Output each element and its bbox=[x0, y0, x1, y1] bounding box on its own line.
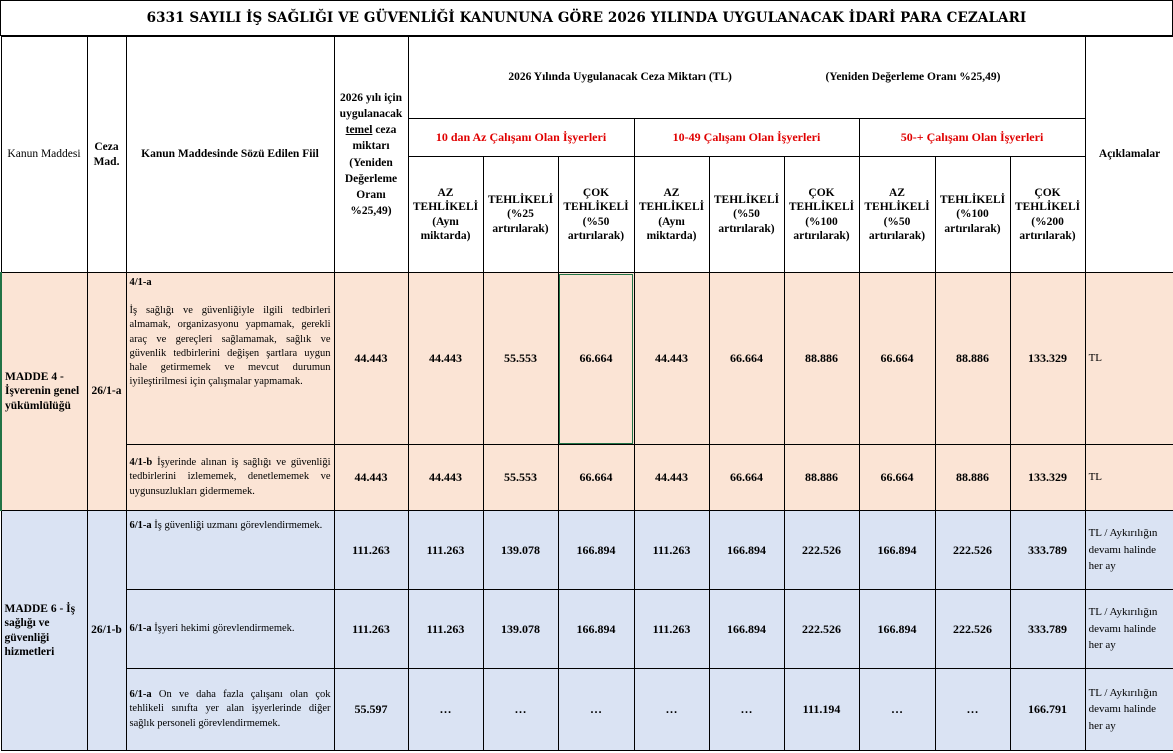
base-penalty[interactable]: 55.597 bbox=[334, 669, 408, 751]
ceza-maddesi-6[interactable]: 26/1-b bbox=[87, 511, 126, 751]
penalty-value[interactable]: 111.263 bbox=[408, 511, 483, 590]
header-ceza-mad[interactable]: Ceza Mad. bbox=[87, 37, 126, 273]
penalty-value[interactable]: 88.886 bbox=[784, 445, 859, 511]
penalty-value[interactable]: 222.526 bbox=[935, 590, 1010, 669]
header-sub-5[interactable]: TEHLİKELİ (%50 artırılarak) bbox=[709, 157, 784, 273]
explanation[interactable]: TL bbox=[1085, 445, 1173, 511]
header-degerleme-label: (Yeniden Değerleme Oranı %25,49) bbox=[825, 71, 1001, 84]
table-row bbox=[1, 273, 1173, 445]
penalty-value[interactable]: 139.078 bbox=[483, 590, 558, 669]
explanation[interactable]: TL / Aykırılığın devamı halinde her ay bbox=[1085, 669, 1173, 751]
header-group-large[interactable]: 50-+ Çalışanı Olan İşyerleri bbox=[859, 119, 1085, 157]
penalty-value[interactable]: 139.078 bbox=[483, 511, 558, 590]
offense-description[interactable] bbox=[126, 590, 334, 669]
offense-text: On ve daha fazla çalışanı olan çok tehlikeli sınıfta yer alan işyerlerinde diğer sağlık personeli görevlendirmemek. bbox=[129, 689, 331, 729]
penalty-value[interactable]: 166.791 bbox=[1010, 669, 1085, 751]
penalty-value[interactable]: … bbox=[634, 669, 709, 751]
penalty-value[interactable]: 133.329 bbox=[1010, 445, 1085, 511]
base-penalty[interactable]: 111.263 bbox=[334, 511, 408, 590]
penalty-value[interactable]: 44.443 bbox=[408, 445, 483, 511]
law-article-4[interactable]: MADDE 4 - İşverenin genel yükümlülüğü bbox=[1, 273, 87, 511]
table-row bbox=[1, 511, 1173, 590]
penalty-value[interactable]: 111.194 bbox=[784, 669, 859, 751]
header-fiil[interactable]: Kanun Maddesinde Sözü Edilen Fiil bbox=[126, 37, 334, 273]
penalty-value[interactable]: 133.329 bbox=[1010, 273, 1085, 445]
explanation[interactable]: TL / Aykırılığın devamı halinde her ay bbox=[1085, 511, 1173, 590]
selected-cell[interactable]: 66.664 bbox=[558, 273, 634, 445]
header-temel-c: temel bbox=[345, 124, 373, 137]
penalty-value[interactable]: 66.664 bbox=[859, 445, 935, 511]
penalty-value[interactable]: … bbox=[859, 669, 935, 751]
penalty-value[interactable]: 333.789 bbox=[1010, 511, 1085, 590]
penalty-value[interactable]: … bbox=[935, 669, 1010, 751]
offense-description[interactable] bbox=[126, 273, 334, 445]
header-group-medium[interactable]: 10-49 Çalışanı Olan İşyerleri bbox=[634, 119, 859, 157]
article-code: 4/1-a bbox=[129, 277, 152, 288]
penalty-value[interactable]: 111.263 bbox=[634, 590, 709, 669]
header-sub-2[interactable]: TEHLİKELİ (%25 artırılarak) bbox=[483, 157, 558, 273]
law-article-6[interactable]: MADDE 6 - İş sağlığı ve güvenliği hizmetleri bbox=[1, 511, 87, 751]
table-row bbox=[1, 590, 1173, 669]
penalty-value[interactable]: 111.263 bbox=[408, 590, 483, 669]
penalty-value[interactable]: 66.664 bbox=[709, 445, 784, 511]
penalty-value[interactable]: 66.664 bbox=[859, 273, 935, 445]
penalty-value[interactable]: 222.526 bbox=[784, 590, 859, 669]
penalty-value[interactable]: 66.664 bbox=[709, 273, 784, 445]
penalty-value[interactable]: 44.443 bbox=[408, 273, 483, 445]
penalty-value[interactable]: 166.894 bbox=[709, 511, 784, 590]
article-code: 6/1-a bbox=[129, 689, 152, 701]
penalty-value[interactable]: … bbox=[483, 669, 558, 751]
penalty-value[interactable]: 333.789 bbox=[1010, 590, 1085, 669]
penalty-value[interactable]: … bbox=[408, 669, 483, 751]
header-ceza-miktari-label: 2026 Yılında Uygulanacak Ceza Miktarı (TL) bbox=[508, 71, 732, 84]
header-temel-a: 2026 yılı için uygulanaca bbox=[339, 92, 402, 121]
penalty-value[interactable]: 44.443 bbox=[634, 445, 709, 511]
penalty-value[interactable]: … bbox=[709, 669, 784, 751]
penalty-value[interactable]: 88.886 bbox=[784, 273, 859, 445]
penalty-value[interactable]: 88.886 bbox=[935, 273, 1010, 445]
penalty-value[interactable]: 44.443 bbox=[634, 273, 709, 445]
penalty-value[interactable]: 166.894 bbox=[558, 590, 634, 669]
offense-description[interactable] bbox=[126, 445, 334, 511]
offense-description[interactable] bbox=[126, 511, 334, 590]
penalty-value[interactable]: … bbox=[558, 669, 634, 751]
table-title: 6331 SAYILI İŞ SAĞLIĞI VE GÜVENLİĞİ KANUNUNA GÖRE 2026 YILINDA UYGULANACAK İDARİ PARA CEZALARI bbox=[0, 0, 1173, 36]
base-penalty[interactable]: 44.443 bbox=[334, 273, 408, 445]
base-penalty[interactable]: 111.263 bbox=[334, 590, 408, 669]
header-sub-1[interactable]: AZ TEHLİKELİ (Aynı miktarda) bbox=[408, 157, 483, 273]
header-aciklamalar[interactable]: Açıklamalar bbox=[1085, 37, 1173, 273]
penalty-value[interactable]: 166.894 bbox=[709, 590, 784, 669]
header-temel-d: ceza miktarı (Yeniden Değerleme Oranı %25,49) bbox=[344, 124, 398, 217]
explanation[interactable]: TL bbox=[1085, 273, 1173, 445]
header-group-small[interactable]: 10 dan Az Çalışanı Olan İşyerleri bbox=[408, 119, 634, 157]
penalty-value[interactable]: 166.894 bbox=[859, 511, 935, 590]
explanation[interactable]: TL / Aykırılığın devamı halinde her ay bbox=[1085, 590, 1173, 669]
header-kanun-maddesi[interactable]: Kanun Maddesi bbox=[1, 37, 87, 273]
article-code: 6/1-a bbox=[129, 622, 152, 634]
header-row-1 bbox=[1, 37, 1173, 119]
penalty-value[interactable]: 111.263 bbox=[634, 511, 709, 590]
penalty-value[interactable]: 222.526 bbox=[935, 511, 1010, 590]
penalty-value[interactable]: 88.886 bbox=[935, 445, 1010, 511]
header-ceza-miktari[interactable] bbox=[408, 37, 1085, 119]
header-sub-6[interactable]: ÇOK TEHLİKELİ (%100 artırılarak) bbox=[784, 157, 859, 273]
header-sub-7[interactable]: AZ TEHLİKELİ (%50 artırılarak) bbox=[859, 157, 935, 273]
penalty-value[interactable]: 166.894 bbox=[859, 590, 935, 669]
offense-text: İş sağlığı ve güvenliğiyle ilgili tedbirleri almamak, organizasyonu yapmamak, gerekli araç ve gereçleri sağlamamak, sağlık ve güvenlik tedbirlerini değişen şartlara uygun hale getirmemek ve mevcut durumun iyileştirilmesi için çalışmalar yapmamak. bbox=[129, 305, 331, 388]
offense-text: İşyeri hekimi görevlendirmemek. bbox=[151, 622, 295, 634]
header-sub-9[interactable]: ÇOK TEHLİKELİ (%200 artırılarak) bbox=[1010, 157, 1085, 273]
header-temel-ceza[interactable] bbox=[334, 37, 408, 273]
header-sub-3[interactable]: ÇOK TEHLİKELİ (%50 artırılarak) bbox=[558, 157, 634, 273]
penalty-value[interactable]: 55.553 bbox=[483, 273, 558, 445]
header-sub-8[interactable]: TEHLİKELİ (%100 artırılarak) bbox=[935, 157, 1010, 273]
penalty-value[interactable]: 55.553 bbox=[483, 445, 558, 511]
penalty-value[interactable]: 66.664 bbox=[558, 445, 634, 511]
base-penalty[interactable]: 44.443 bbox=[334, 445, 408, 511]
table-row bbox=[1, 669, 1173, 751]
ceza-maddesi-4[interactable]: 26/1-a bbox=[87, 273, 126, 511]
article-code: 6/1-a bbox=[129, 520, 152, 531]
offense-text: İşyerinde alınan iş sağlığı ve güvenliği tedbirlerini izlememek, denetlememek ve uygunsuzlukları gidermemek. bbox=[129, 457, 331, 497]
offense-text: İş güvenliği uzmanı görevlendirmemek. bbox=[151, 520, 323, 531]
header-sub-4[interactable]: AZ TEHLİKELİ (Aynı miktarda) bbox=[634, 157, 709, 273]
article-code: 4/1-b bbox=[129, 457, 153, 469]
header-temel-b: k bbox=[395, 108, 403, 121]
offense-description[interactable] bbox=[126, 669, 334, 751]
penalty-table bbox=[0, 36, 1173, 751]
table-row bbox=[1, 445, 1173, 511]
penalty-value[interactable]: 222.526 bbox=[784, 511, 859, 590]
penalty-value[interactable]: 166.894 bbox=[558, 511, 634, 590]
